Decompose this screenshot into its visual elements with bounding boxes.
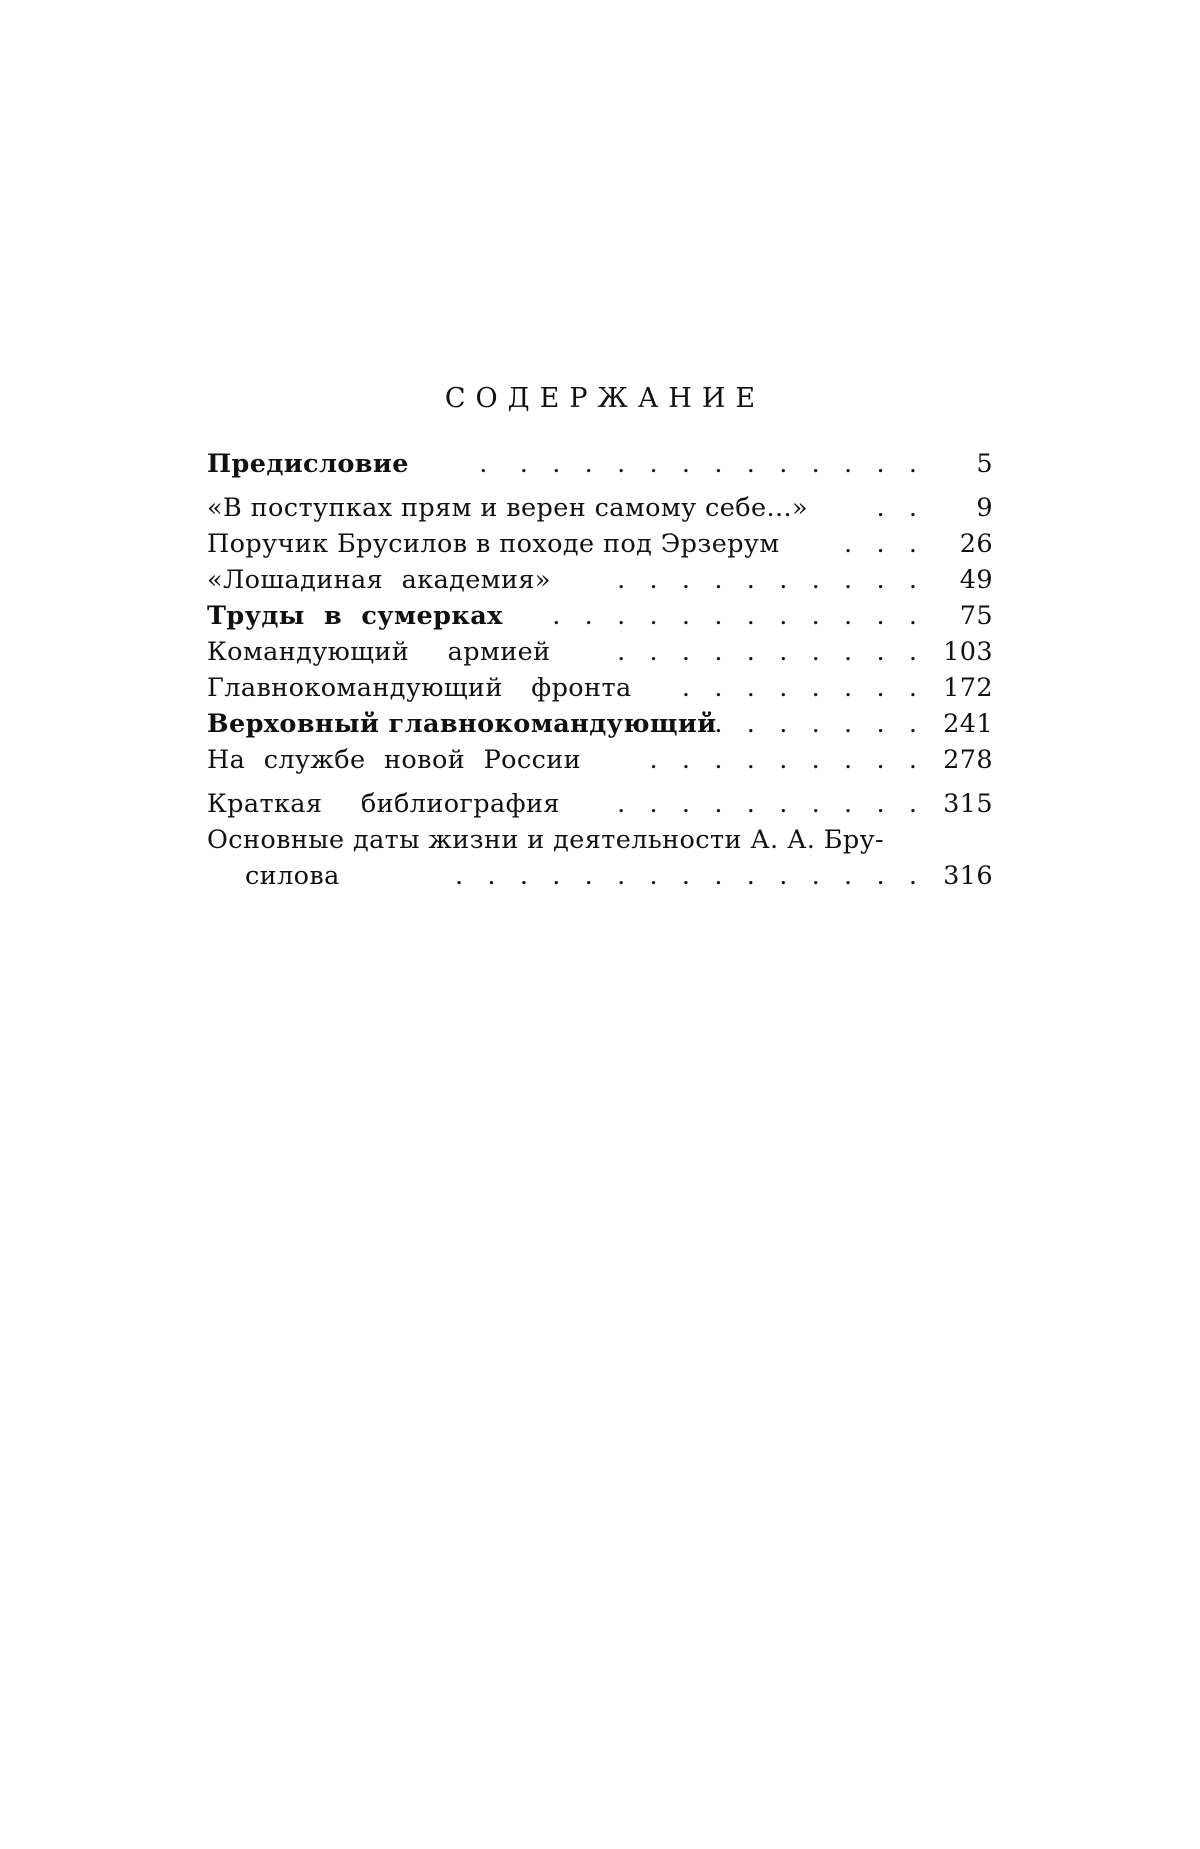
toc-page-number: 26 [959, 529, 993, 559]
toc-leader-dots: . . . . . . . . . . [617, 789, 917, 819]
toc-leader-dots: . . . . . . . . . . [617, 637, 917, 667]
toc-entry-title: «В поступках прям и верен самому себе...» [207, 493, 808, 523]
toc-entry-title: Командующий армией [207, 637, 551, 667]
toc-entry-title: Поручик Брусилов в походе под Эрзерум [207, 529, 780, 559]
toc-entry [207, 562, 993, 598]
toc-page-number: 172 [943, 673, 993, 703]
toc-entry-title: На службе новой России [207, 745, 582, 775]
toc-leader-dots: . . . . . . . . . [649, 745, 917, 775]
toc-entry [207, 598, 993, 634]
toc-leader-dots: . . . . . . . . . . [617, 565, 917, 595]
toc-entry-title: Главнокомандующий фронта [207, 673, 632, 703]
toc-entry [207, 706, 993, 742]
toc-entry-title: «Лошадиная академия» [207, 565, 551, 595]
toc-page-number: 241 [943, 709, 993, 739]
toc-entry-title: Основные даты жизни и деятельности А. А. Бру- [207, 825, 885, 855]
toc-page-number: 75 [959, 601, 993, 631]
toc-page-number: 103 [943, 637, 993, 667]
toc-entry [207, 526, 993, 562]
table-of-contents [207, 446, 993, 894]
toc-entry [207, 822, 993, 894]
toc-entry-title: Труды в сумерках [207, 601, 503, 631]
toc-entry [207, 634, 993, 670]
toc-page-number: 5 [976, 449, 993, 479]
toc-page-number: 315 [943, 789, 993, 819]
toc-leader-dots: . . . [844, 529, 917, 559]
toc-leader-dots: . . . . . . . [714, 709, 917, 739]
toc-page-number: 49 [959, 565, 993, 595]
toc-page-number: 9 [976, 493, 993, 523]
toc-entry [207, 786, 993, 822]
toc-entry [207, 490, 993, 526]
toc-entry [207, 742, 993, 778]
toc-entry-title: Предисловие [207, 449, 409, 479]
toc-leader-dots: . . . . . . . . . . . . [552, 601, 917, 631]
toc-entry-title: Краткая библиография [207, 789, 560, 819]
toc-entry [207, 670, 993, 706]
toc-heading: СОДЕРЖАНИЕ [444, 383, 766, 414]
toc-entry-title: Верховный главнокомандующий [207, 709, 717, 739]
toc-leader-dots: . . . . . . . . [681, 673, 917, 703]
toc-entry-title-continuation: силова [245, 861, 340, 891]
toc-page-number: 316 [943, 861, 993, 891]
toc-leader-dots: . . . . . . . . . . . . . . [479, 449, 917, 479]
toc-page-number: 278 [943, 745, 993, 775]
toc-entry [207, 446, 993, 482]
toc-leader-dots: . . [876, 493, 917, 523]
toc-leader-dots: . . . . . . . . . . . . . . . [454, 861, 917, 891]
